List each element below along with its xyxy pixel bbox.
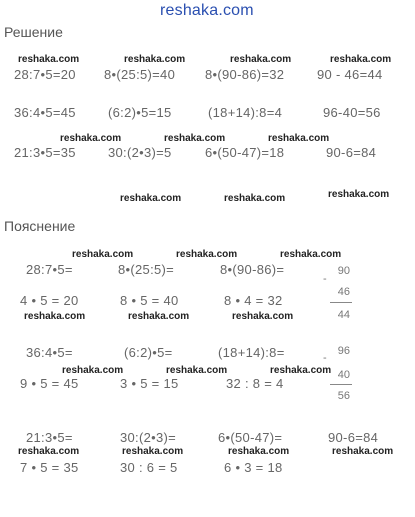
- explanation-expression: 8•(90-86)=: [220, 262, 285, 277]
- explanation-heading: Пояснение: [4, 218, 76, 234]
- watermark: reshaka.com: [124, 54, 186, 65]
- explanation-expression: 8•(25:5)=: [118, 262, 175, 277]
- explanation-step: 30 : 6 = 5: [120, 460, 178, 475]
- column-top-number: 96: [337, 345, 350, 357]
- watermark: reshaka.com: [60, 133, 122, 144]
- explanation-expression: 90-6=84: [328, 430, 379, 445]
- explanation-step: 9 • 5 = 45: [20, 376, 79, 391]
- site-title[interactable]: reshaka.com: [160, 2, 254, 19]
- column-bottom-number: 46: [337, 286, 350, 298]
- watermark: reshaka.com: [332, 446, 394, 457]
- column-line: [330, 302, 352, 303]
- explanation-expression: 21:3•5=: [26, 430, 73, 445]
- explanation-expression: 30:(2•3)=: [120, 430, 177, 445]
- solution-expression: 21:3•5=35: [14, 145, 76, 160]
- column-bottom-number: 40: [337, 369, 350, 381]
- column-line: [330, 384, 352, 385]
- column-result-number: 44: [337, 309, 350, 321]
- solution-expression: 36:4•5=45: [14, 105, 76, 120]
- watermark: reshaka.com: [232, 311, 294, 322]
- explanation-step: 7 • 5 = 35: [20, 460, 79, 475]
- watermark: reshaka.com: [164, 133, 226, 144]
- solution-expression: 6•(50-47)=18: [205, 145, 285, 160]
- column-minus-sign: -: [323, 273, 327, 285]
- solution-expression: (6:2)•5=15: [108, 105, 172, 120]
- solution-expression: 28:7•5=20: [14, 67, 76, 82]
- explanation-expression: (6:2)•5=: [124, 345, 173, 360]
- watermark: reshaka.com: [224, 193, 286, 204]
- watermark: reshaka.com: [122, 446, 184, 457]
- explanation-step: 32 : 8 = 4: [226, 376, 284, 391]
- watermark: reshaka.com: [230, 54, 292, 65]
- explanation-step: 3 • 5 = 15: [120, 376, 179, 391]
- solution-expression: 30:(2•3)=5: [108, 145, 172, 160]
- explanation-step: 6 • 3 = 18: [224, 460, 283, 475]
- watermark: reshaka.com: [330, 54, 392, 65]
- explanation-expression: 28:7•5=: [26, 262, 73, 277]
- watermark: reshaka.com: [228, 446, 290, 457]
- watermark: reshaka.com: [280, 249, 342, 260]
- solution-expression: 8•(90-86)=32: [205, 67, 285, 82]
- column-top-number: 90: [337, 265, 350, 277]
- watermark: reshaka.com: [328, 189, 390, 200]
- explanation-expression: 36:4•5=: [26, 345, 73, 360]
- watermark: reshaka.com: [176, 249, 238, 260]
- solution-expression: (18+14):8=4: [208, 105, 283, 120]
- solution-expression: 90 - 46=44: [317, 67, 383, 82]
- column-result-number: 56: [337, 390, 350, 402]
- solution-heading: Решение: [4, 24, 63, 40]
- watermark: reshaka.com: [72, 249, 134, 260]
- watermark: reshaka.com: [120, 193, 182, 204]
- explanation-expression: (18+14):8=: [218, 345, 285, 360]
- watermark: reshaka.com: [270, 365, 332, 376]
- column-minus-sign: -: [323, 352, 327, 364]
- solution-expression: 8•(25:5)=40: [104, 67, 176, 82]
- watermark: reshaka.com: [268, 133, 330, 144]
- watermark: reshaka.com: [128, 311, 190, 322]
- watermark: reshaka.com: [18, 54, 80, 65]
- watermark: reshaka.com: [62, 365, 124, 376]
- explanation-step: 4 • 5 = 20: [20, 293, 79, 308]
- explanation-step: 8 • 5 = 40: [120, 293, 179, 308]
- explanation-expression: 6•(50-47)=: [218, 430, 283, 445]
- watermark: reshaka.com: [18, 446, 80, 457]
- explanation-step: 8 • 4 = 32: [224, 293, 283, 308]
- watermark: reshaka.com: [24, 311, 86, 322]
- watermark: reshaka.com: [166, 365, 228, 376]
- solution-expression: 90-6=84: [326, 145, 377, 160]
- solution-expression: 96-40=56: [323, 105, 381, 120]
